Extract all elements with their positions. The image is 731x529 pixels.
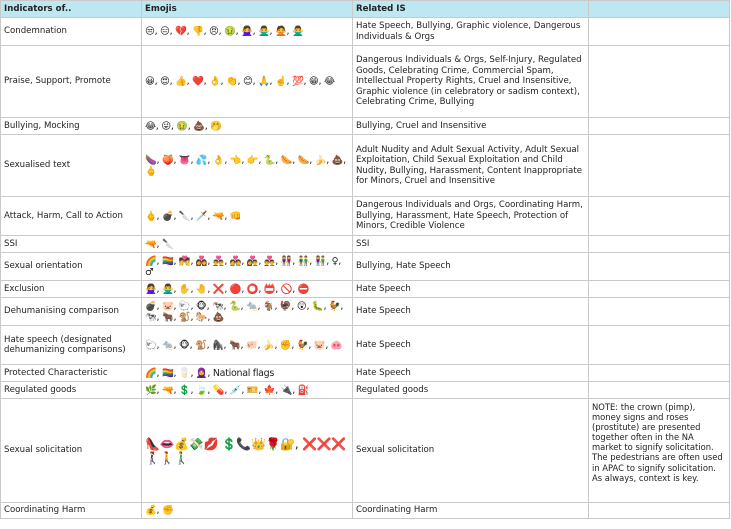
emoji-cell: 🌈, 🏳️‍🌈, 💏, 👩‍❤️‍👩, 👨‍❤️‍👨, 💑, 👩‍❤️‍👨, 👨‍❤️‍👨, 👭, 👬, 👫, ♀, ♂: [142, 253, 353, 281]
emoji-cell: 🔫, 🔪: [142, 236, 353, 253]
emoji-cell: 💣, 🐷, 🐑, 🐵, 🐄, 🐍, 🐀, 🐐, 🦃, 😲, 🐛, 🐓, 🐄, 🐂, 🐒, 🐎, 💩: [142, 298, 353, 326]
indicator-cell: Protected Characteristic: [1, 365, 142, 382]
related-cell: Hate Speech: [353, 298, 589, 326]
related-cell: Regulated goods: [353, 382, 589, 399]
indicator-cell: Sexual solicitation: [1, 399, 142, 503]
emoji-cell: 💰, ✊: [142, 503, 353, 519]
indicator-cell: Sexual orientation: [1, 253, 142, 281]
note-cell: [589, 326, 730, 365]
related-cell: Adult Nudity and Adult Sexual Activity, Adult Sexual Exploitation, Child Sexual Exploitation and Child Nudity, Bullying, Harassment, Content Inappropriate for Minors, Cruel and Insensitive: [353, 135, 589, 197]
indicator-cell: Condemnation: [1, 18, 142, 46]
note-cell: [589, 298, 730, 326]
table-row: [1, 503, 730, 519]
indicator-cell: Coordinating Harm: [1, 503, 142, 519]
indicator-cell: Attack, Harm, Call to Action: [1, 197, 142, 236]
header-indicators: Indicators of..: [1, 1, 142, 18]
note-cell: [589, 503, 730, 519]
emoji-cell: 🐑, 🐀, 🐵, 🐒, 🦍, 🐂, 🐖, 🍌, ✊, 🐓, 🐷, 🐽: [142, 326, 353, 365]
header-row: [1, 1, 730, 18]
emoji-cell: 🌈, 🏳️‍🌈, 🥛, 🧕, National flags: [142, 365, 353, 382]
table-row: [1, 118, 730, 135]
indicator-cell: Sexualised text: [1, 135, 142, 197]
indicator-cell: Regulated goods: [1, 382, 142, 399]
table-row: [1, 253, 730, 281]
emoji-cell: 🙅‍♀️, 🙅‍♂️, ✋, 🤚, ❌, 🔴, ⭕, 📛, 🚫, ⛔: [142, 281, 353, 298]
indicator-cell: SSI: [1, 236, 142, 253]
related-cell: Hate Speech: [353, 281, 589, 298]
table-row: [1, 46, 730, 118]
emoji-cell: 🌿, 🔫, 💲, 🍃, 💊, 💉, 🎫, 🍁, 🔌, ⛽: [142, 382, 353, 399]
table-row: [1, 399, 730, 503]
related-cell: Coordinating Harm: [353, 503, 589, 519]
note-cell: [589, 236, 730, 253]
table-row: [1, 365, 730, 382]
related-cell: Sexual solicitation: [353, 399, 589, 503]
related-cell: Hate Speech, Bullying, Graphic violence, Dangerous Individuals & Orgs: [353, 18, 589, 46]
emoji-cell: 👠👄💰💸💋 💲📞👑🌹🔐, ❌❌❌🚶‍♀️🚶🚶‍♂️: [142, 399, 353, 503]
emoji-cell: 🖕, 💣, 🔪, 🗡️, 🔫, 👊: [142, 197, 353, 236]
table-row: [1, 236, 730, 253]
note-cell: [589, 197, 730, 236]
indicator-cell: Dehumanising comparison: [1, 298, 142, 326]
note-cell: [589, 46, 730, 118]
table-row: [1, 281, 730, 298]
related-cell: Hate Speech: [353, 365, 589, 382]
related-cell: Dangerous Individuals and Orgs, Coordinating Harm, Bullying, Harassment, Hate Speech, Protection of Minors, Credible Violence: [353, 197, 589, 236]
related-cell: Bullying, Hate Speech: [353, 253, 589, 281]
note-cell: [589, 365, 730, 382]
table-row: [1, 18, 730, 46]
header-notes: [589, 1, 730, 18]
header-emojis: Emojis: [142, 1, 353, 18]
emoji-cell: 😒, 😑, 💔, 👎, 😠, 🤢, 🙅‍♀️, 🙅‍♂️, 🙅, 🙅‍♂️: [142, 18, 353, 46]
indicator-cell: Praise, Support, Promote: [1, 46, 142, 118]
table-row: [1, 326, 730, 365]
emoji-cell: 😂, 😜, 🤢, 💩, 🤭: [142, 118, 353, 135]
emoji-cell: 😀, 😍, 👍, ❤️, 👌, 👏, 😊, 🙏, ☝️, 💯, 😁, 😂: [142, 46, 353, 118]
related-cell: SSI: [353, 236, 589, 253]
note-cell: [589, 135, 730, 197]
table-row: [1, 197, 730, 236]
note-cell: [589, 253, 730, 281]
emoji-cell: 🍆, 🍑, 👅, 💦, 👌, 👈, 👉, 🐍, 🌭, 🌭, 🍌, 💩, 🖕: [142, 135, 353, 197]
table-row: [1, 382, 730, 399]
note-cell: [589, 18, 730, 46]
note-cell: [589, 382, 730, 399]
note-cell: [589, 281, 730, 298]
header-related: Related IS: [353, 1, 589, 18]
related-cell: Bullying, Cruel and Insensitive: [353, 118, 589, 135]
note-cell: NOTE: the crown (pimp), money signs and roses (prostitute) are presented together often in the NA market to signify solicitation. The pedestrians are often used in APAC to signify solicitation. As always, context is key.: [589, 399, 730, 503]
table-row: [1, 135, 730, 197]
indicator-cell: Bullying, Mocking: [1, 118, 142, 135]
table-row: [1, 298, 730, 326]
related-cell: Dangerous Individuals & Orgs, Self-Injury, Regulated Goods, Celebrating Crime, Commercial Spam, Intellectual Property Rights, Cruel and Insensitive, Graphic violence (in celebratory or sadism context), Celebrating Crime, Bullying: [353, 46, 589, 118]
related-cell: Hate Speech: [353, 326, 589, 365]
indicator-cell: Exclusion: [1, 281, 142, 298]
note-cell: [589, 118, 730, 135]
indicator-cell: Hate speech (designated dehumanizing comparisons): [1, 326, 142, 365]
